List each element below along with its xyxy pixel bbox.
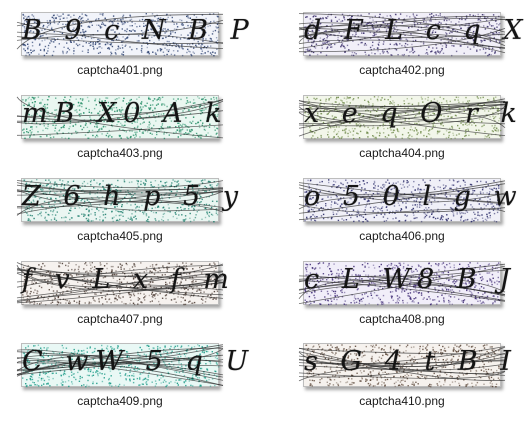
captcha-text: c L W8 B J xyxy=(304,264,517,295)
captcha-thumbnail[interactable] xyxy=(21,12,256,56)
file-name-label[interactable]: captcha409.png xyxy=(77,394,163,408)
file-item-captcha402[interactable] xyxy=(300,12,530,77)
file-item-captcha406[interactable] xyxy=(300,178,524,243)
file-name-label[interactable]: captcha402.png xyxy=(359,63,445,77)
captcha-thumbnail[interactable] xyxy=(303,178,524,222)
captcha-text: B 9 c N B P xyxy=(22,15,256,46)
captcha-text: x e q O r k xyxy=(304,98,524,129)
captcha-thumbnail[interactable] xyxy=(303,261,517,305)
captcha-thumbnail[interactable] xyxy=(303,95,524,139)
file-item-captcha403[interactable] xyxy=(18,95,229,160)
captcha-thumbnail[interactable] xyxy=(21,95,229,139)
file-name-label[interactable]: captcha404.png xyxy=(359,146,445,160)
file-name-label[interactable]: captcha407.png xyxy=(77,312,163,326)
file-item-captcha404[interactable] xyxy=(300,95,524,160)
file-name-label[interactable]: captcha401.png xyxy=(77,63,163,77)
captcha-text: f v L x f m xyxy=(22,264,236,295)
captcha-text: d F L c q X xyxy=(304,15,530,46)
captcha-text: s G 4 t B I xyxy=(304,346,518,377)
file-item-captcha409[interactable] xyxy=(18,343,256,408)
captcha-text: mB X0 A k xyxy=(22,98,229,129)
file-item-captcha410[interactable] xyxy=(300,343,518,408)
file-name-label[interactable]: captcha405.png xyxy=(77,229,163,243)
captcha-text: Z 6 h p 5 y xyxy=(22,181,245,212)
captcha-thumbnail[interactable] xyxy=(21,261,236,305)
captcha-thumbnail[interactable] xyxy=(303,343,518,387)
file-name-label[interactable]: captcha403.png xyxy=(77,146,163,160)
file-item-captcha407[interactable] xyxy=(18,261,236,326)
file-name-label[interactable]: captcha408.png xyxy=(359,312,445,326)
file-item-captcha401[interactable] xyxy=(18,12,256,77)
captcha-text: C wW 5 q U xyxy=(22,346,256,377)
captcha-thumbnail[interactable] xyxy=(21,343,256,387)
file-name-label[interactable]: captcha410.png xyxy=(359,394,445,408)
captcha-thumbnail[interactable] xyxy=(303,12,530,56)
file-item-captcha405[interactable] xyxy=(18,178,245,243)
captcha-thumbnail[interactable] xyxy=(21,178,245,222)
file-name-label[interactable]: captcha406.png xyxy=(359,229,445,243)
file-item-captcha408[interactable] xyxy=(300,261,517,326)
captcha-text: o 5 0 l g w xyxy=(304,181,524,212)
